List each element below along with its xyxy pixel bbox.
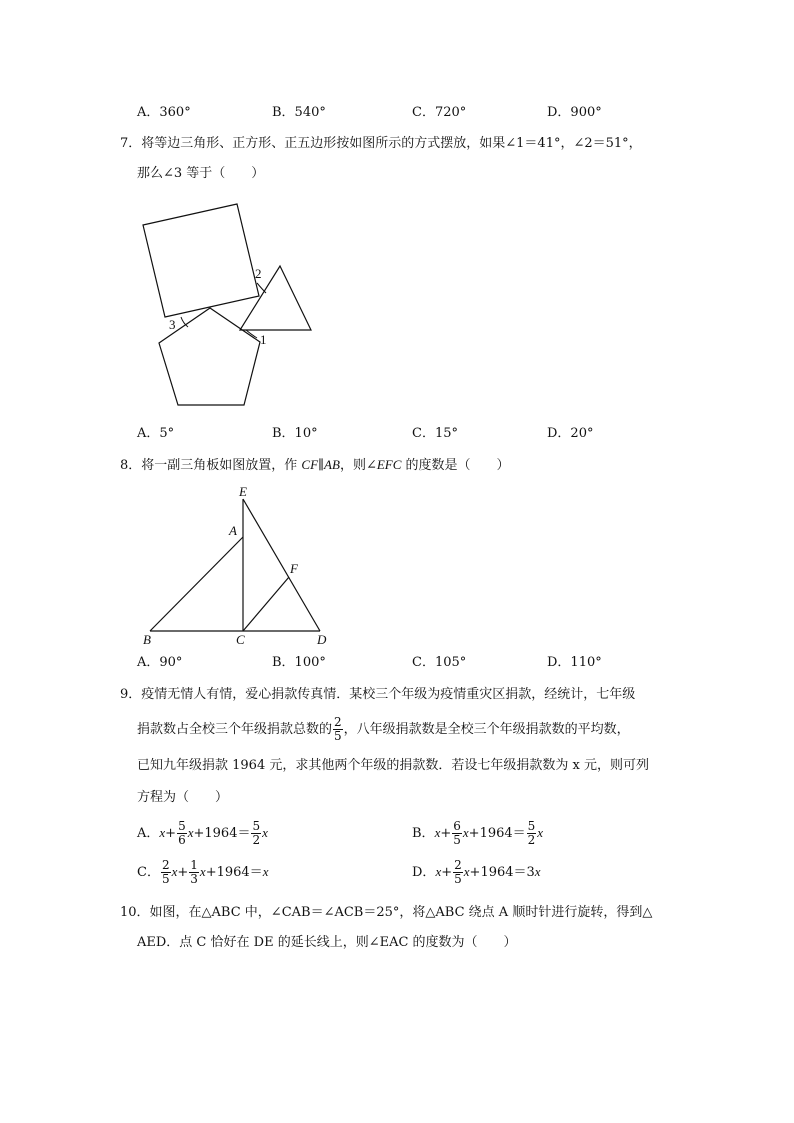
q8-option-d: D．110° [547, 655, 602, 670]
q9-option-b: B．x+ $\frac{6}{5}$ x+1964＝ $\frac{5}{2}$ x [412, 819, 544, 847]
q8-segment-ed [243, 499, 320, 631]
q8-label-e: E [239, 484, 247, 499]
q8-label-a: A [229, 523, 237, 538]
q8-label-d: D [317, 632, 327, 647]
q7-option-c: C．15° [412, 426, 458, 441]
q9-stem-line2: 捐款数占全校三个年级捐款总数的 $\frac{2}{5}$ ，八年级捐款数是全校三个年级捐款数的平均数， [137, 715, 630, 743]
q9-option-a: A．x+ $\frac{5}{6}$ x+1964＝ $\frac{5}{2}$ x [137, 819, 268, 847]
q6-option-d: D．900° [547, 105, 602, 120]
q8-option-a: A．90° [137, 655, 183, 670]
q9-option-c: C． $\frac{2}{5}$ x+ $\frac{1}{3}$ x+1964＝x [137, 858, 269, 886]
q7-stem-line2: 那么∠3 等于（ ） [137, 166, 265, 181]
q7-label-3: 3 [169, 317, 176, 332]
q7-option-d: D．20° [547, 426, 594, 441]
q8-label-f: F [290, 561, 298, 576]
q9-option-d: D．x+ $\frac{2}{5}$ x+1964＝3x [412, 858, 541, 886]
q7-option-b: B．10° [272, 426, 318, 441]
q9-stem-line4: 方程为（ ） [137, 790, 229, 805]
q9-stem-line1: 9．疫情无情人有情，爱心捐款传真情．某校三个年级为疫情重灾区捐款，经统计，七年级 [120, 687, 636, 702]
q8-segment-ba [150, 537, 243, 631]
q7-option-a: A．5° [137, 426, 175, 441]
q7-label-2: 2 [255, 266, 262, 281]
q10-stem-line1: 10．如图，在△ABC 中，∠CAB＝∠ACB＝25°，将△ABC 绕点 A 顺时针进行旋转，得到△ [120, 905, 653, 920]
q7-stem-line1: 7．将等边三角形、正方形、正五边形按如图所示的方式摆放，如果∠1＝41°，∠2＝51°， [120, 136, 642, 151]
q8-stem: 8．将一副三角板如图放置，作 CF∥AB，则∠EFC 的度数是（ ） [120, 457, 510, 473]
q7-label-1: 1 [260, 332, 267, 347]
q6-option-b: B．540° [272, 105, 326, 120]
q10-stem-line2: AED．点 C 恰好在 DE 的延长线上，则∠EAC 的度数为（ ） [137, 935, 517, 950]
q8-label-c: C [236, 632, 245, 647]
q6-option-a: A．360° [137, 105, 191, 120]
q8-option-c: C．105° [412, 655, 467, 670]
q9-fraction: $\frac{2}{5}$ [334, 715, 342, 743]
q8-label-b: B [143, 632, 151, 647]
q6-option-c: C．720° [412, 105, 467, 120]
q9-stem-line3: 已知九年级捐款 1964 元，求其他两个年级的捐款数．若设七年级捐款数为 x 元，则可列 [137, 758, 649, 773]
q8-segment-cf [243, 577, 289, 631]
q8-option-b: B．100° [272, 655, 326, 670]
